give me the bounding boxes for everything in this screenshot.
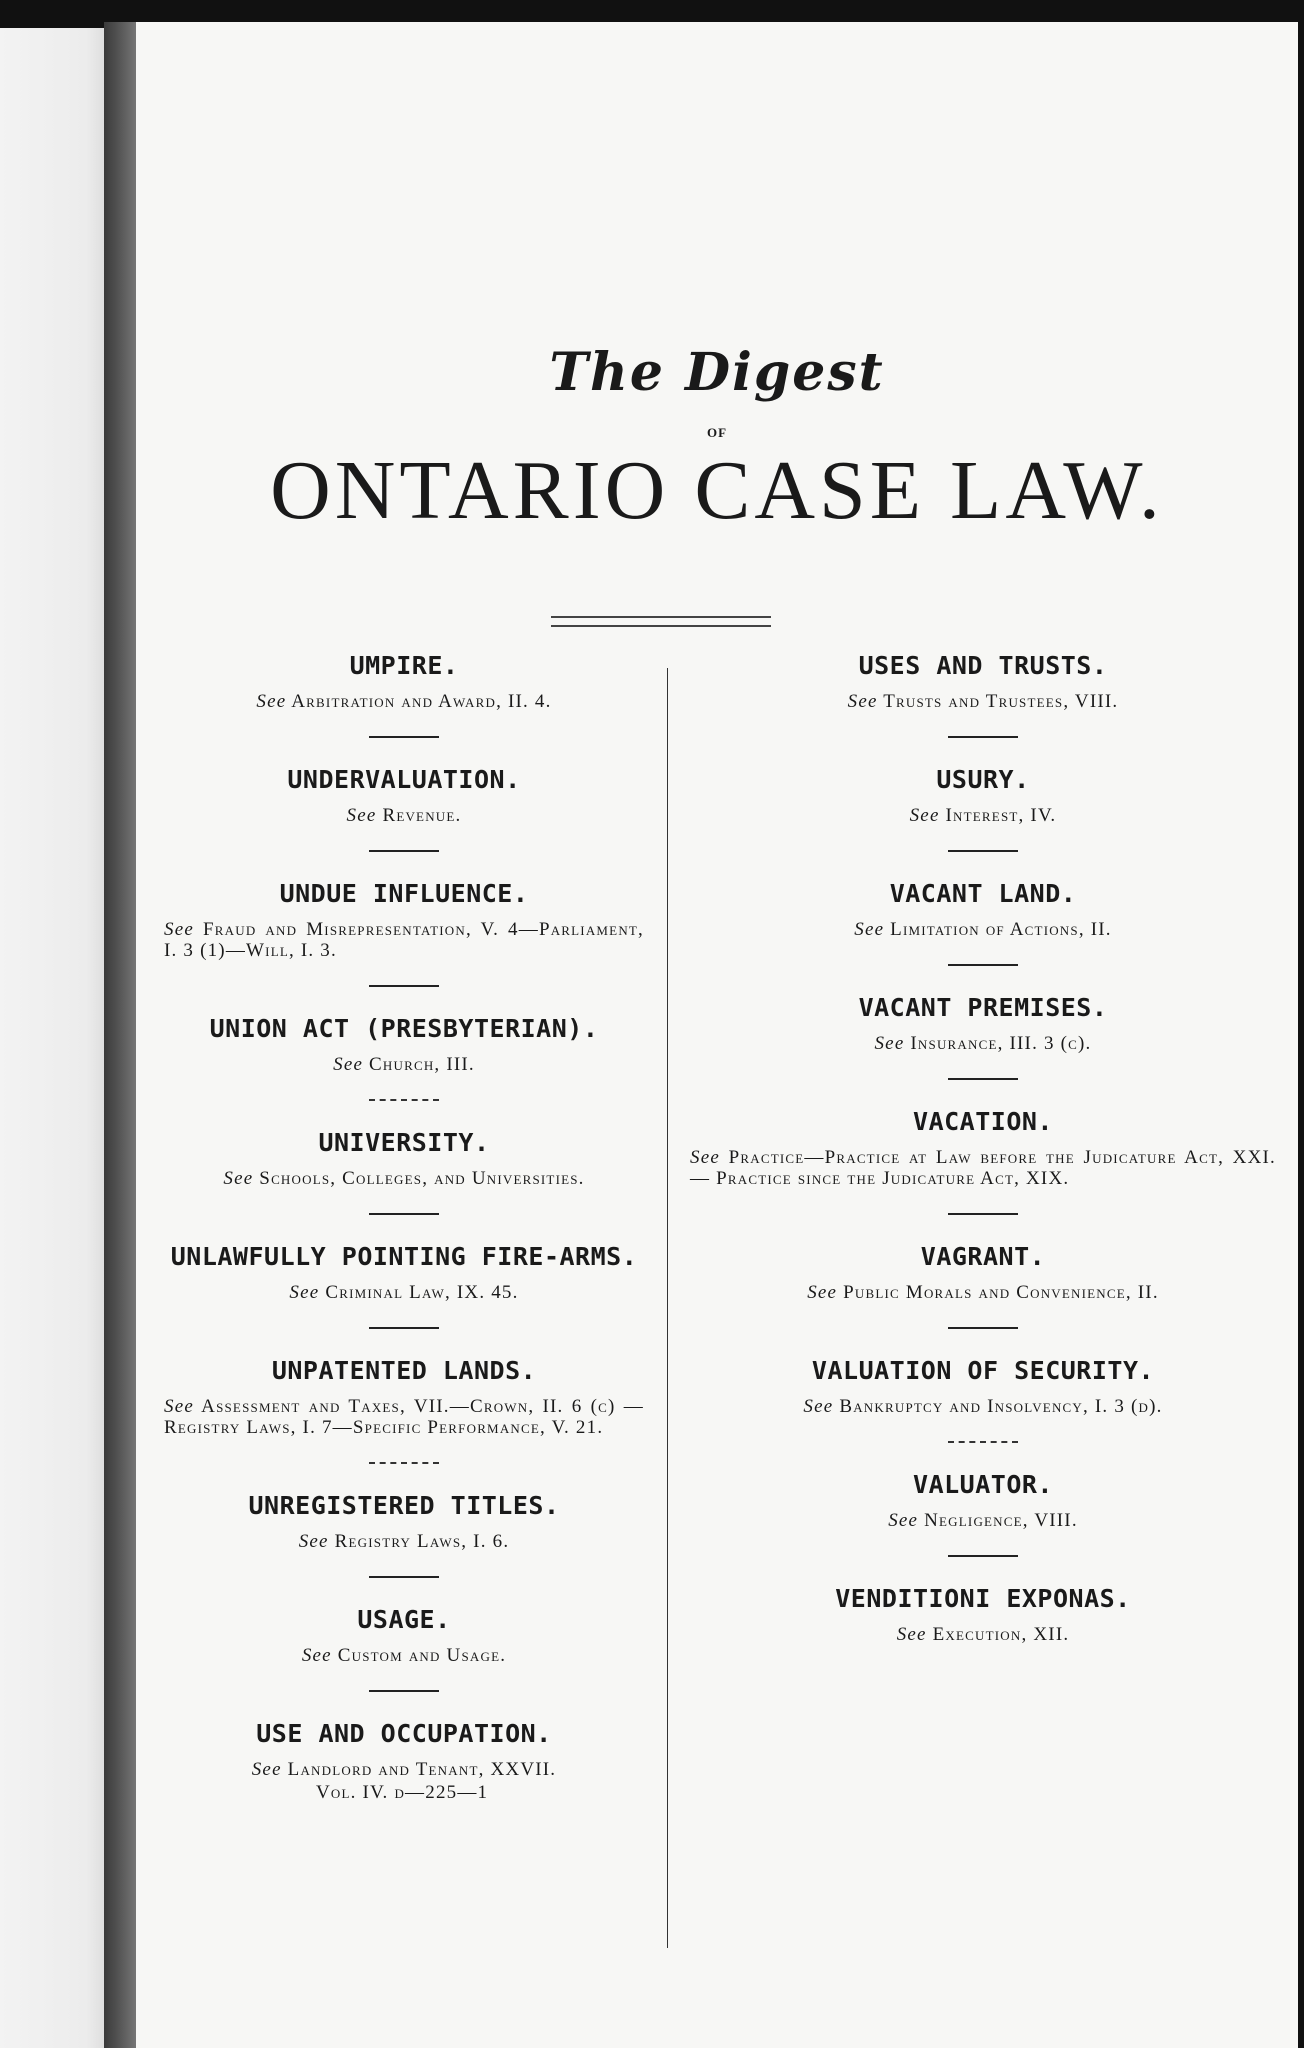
see-label: See bbox=[289, 1282, 320, 1303]
reference-text: Criminal Law, IX. 45. bbox=[325, 1282, 519, 1303]
entry-separator bbox=[948, 964, 1018, 966]
reference-text: Limitation of Actions, II. bbox=[890, 919, 1112, 940]
see-label: See bbox=[298, 1531, 329, 1552]
entry-separator bbox=[369, 1213, 439, 1215]
index-entry bbox=[676, 1106, 1290, 1189]
left-column bbox=[150, 650, 658, 1804]
entry-reference bbox=[690, 919, 1276, 940]
digest-heading: The Digest bbox=[549, 342, 885, 403]
entry-heading: UNION ACT (PRESBYTERIAN). bbox=[209, 1014, 599, 1043]
entry-separator bbox=[948, 1555, 1018, 1557]
entry-heading: VACATION. bbox=[913, 1107, 1053, 1136]
reference-text: Registry Laws, I. 6. bbox=[334, 1531, 510, 1552]
title-double-rule bbox=[551, 616, 771, 627]
entry-separator bbox=[369, 1327, 439, 1329]
entry-heading: UNIVERSITY. bbox=[318, 1128, 490, 1157]
entry-reference bbox=[690, 691, 1276, 712]
see-label: See bbox=[333, 1054, 364, 1075]
entry-separator bbox=[369, 1576, 439, 1578]
reference-text: Negligence, VIII. bbox=[924, 1510, 1078, 1531]
index-entry bbox=[150, 878, 658, 961]
see-label: See bbox=[164, 1396, 194, 1417]
of-label: OF bbox=[706, 425, 728, 440]
entry-heading: UNDUE INFLUENCE. bbox=[279, 879, 529, 908]
index-entry bbox=[150, 764, 658, 826]
entry-heading: UNDERVALUATION. bbox=[287, 765, 521, 794]
entry-reference bbox=[690, 1147, 1276, 1189]
index-entry bbox=[150, 1604, 658, 1666]
entry-reference bbox=[164, 919, 644, 961]
see-label: See bbox=[874, 1033, 905, 1054]
index-entry bbox=[676, 1469, 1290, 1531]
index-entry bbox=[676, 1241, 1290, 1303]
entry-heading: USES AND TRUSTS. bbox=[858, 651, 1108, 680]
reference-text: Fraud and Misrepresentation, V. 4—Parliament, I. 3 (1)—Will, I. 3. bbox=[164, 919, 645, 961]
index-entry bbox=[676, 650, 1290, 712]
reference-text: Revenue. bbox=[382, 805, 462, 826]
index-entry bbox=[150, 1127, 658, 1189]
entry-reference bbox=[164, 1645, 644, 1666]
entry-reference bbox=[164, 691, 644, 712]
index-entry bbox=[676, 1583, 1290, 1645]
folio-line: Vol. IV. d—225—1 bbox=[316, 1782, 489, 1803]
entry-separator bbox=[369, 1690, 439, 1692]
see-label: See bbox=[256, 691, 287, 712]
right-column bbox=[676, 650, 1290, 1645]
see-label: See bbox=[854, 919, 885, 940]
entry-heading: VACANT LAND. bbox=[889, 879, 1077, 908]
reference-text: Landlord and Tenant, XXVII. bbox=[287, 1759, 557, 1780]
entry-separator bbox=[369, 1462, 439, 1464]
entry-heading: UNLAWFULLY POINTING FIRE-ARMS. bbox=[170, 1242, 638, 1271]
entry-heading: USURY. bbox=[936, 765, 1030, 794]
entry-separator bbox=[948, 850, 1018, 852]
reference-text: Insurance, III. 3 (c). bbox=[910, 1033, 1092, 1054]
see-label: See bbox=[251, 1759, 282, 1780]
see-label: See bbox=[888, 1510, 919, 1531]
reference-text: Arbitration and Award, II. 4. bbox=[291, 691, 552, 712]
entry-heading: VENDITIONI EXPONAS. bbox=[835, 1584, 1131, 1613]
entry-heading: USE AND OCCUPATION. bbox=[256, 1719, 552, 1748]
index-entry bbox=[150, 1355, 658, 1438]
index-entry bbox=[150, 1490, 658, 1552]
reference-text: Schools, Colleges, and Universities. bbox=[259, 1168, 585, 1189]
see-label: See bbox=[803, 1396, 834, 1417]
entry-reference bbox=[690, 805, 1276, 826]
index-entry bbox=[150, 1718, 658, 1804]
entry-heading: UMPIRE. bbox=[349, 651, 459, 680]
entry-separator bbox=[369, 850, 439, 852]
see-label: See bbox=[909, 805, 940, 826]
column-divider bbox=[667, 668, 668, 1948]
entry-separator bbox=[948, 1078, 1018, 1080]
reference-text: Trusts and Trustees, VIII. bbox=[883, 691, 1119, 712]
entry-heading: VALUATOR. bbox=[913, 1470, 1053, 1499]
index-entry bbox=[676, 764, 1290, 826]
see-label: See bbox=[807, 1282, 838, 1303]
index-entry bbox=[150, 650, 658, 712]
entry-separator bbox=[369, 985, 439, 987]
reference-text: Interest, IV. bbox=[945, 805, 1057, 826]
see-label: See bbox=[223, 1168, 254, 1189]
index-entry bbox=[150, 1013, 658, 1075]
see-label: See bbox=[164, 919, 194, 940]
entry-reference bbox=[690, 1282, 1276, 1303]
facing-page-edge bbox=[0, 28, 108, 2048]
entry-reference bbox=[164, 1282, 644, 1303]
entry-separator bbox=[948, 1327, 1018, 1329]
index-entry bbox=[150, 1241, 658, 1303]
title-block bbox=[136, 342, 1298, 537]
index-entry bbox=[676, 878, 1290, 940]
reference-text: Public Morals and Convenience, II. bbox=[843, 1282, 1159, 1303]
reference-text: Church, III. bbox=[369, 1054, 475, 1075]
entry-reference bbox=[164, 1054, 644, 1075]
entry-heading: UNPATENTED LANDS. bbox=[271, 1356, 537, 1385]
entry-separator bbox=[369, 736, 439, 738]
reference-text: Custom and Usage. bbox=[337, 1645, 507, 1666]
index-entry bbox=[676, 1355, 1290, 1417]
reference-text: Bankruptcy and Insolvency, I. 3 (d). bbox=[839, 1396, 1163, 1417]
entry-heading: VALUATION OF SECURITY. bbox=[811, 1356, 1155, 1385]
see-label: See bbox=[690, 1147, 720, 1168]
entry-heading: VAGRANT. bbox=[920, 1242, 1046, 1271]
index-entry bbox=[676, 992, 1290, 1054]
entry-reference bbox=[164, 1396, 644, 1438]
entry-reference bbox=[164, 1759, 644, 1780]
see-label: See bbox=[301, 1645, 332, 1666]
entry-separator bbox=[948, 1441, 1018, 1443]
book-page bbox=[136, 22, 1298, 2048]
entry-reference bbox=[690, 1510, 1276, 1531]
entry-heading: UNREGISTERED TITLES. bbox=[248, 1491, 560, 1520]
entry-reference bbox=[690, 1624, 1276, 1645]
entry-reference bbox=[164, 1168, 644, 1189]
entry-reference bbox=[690, 1033, 1276, 1054]
entry-reference bbox=[164, 805, 644, 826]
entry-reference bbox=[164, 1531, 644, 1552]
see-label: See bbox=[847, 691, 878, 712]
entry-reference bbox=[690, 1396, 1276, 1417]
reference-text: Execution, XII. bbox=[932, 1624, 1070, 1645]
entry-heading: VACANT PREMISES. bbox=[858, 993, 1108, 1022]
see-label: See bbox=[346, 805, 377, 826]
reference-text: Practice—Practice at Law before the Judicature Act, XXI. — Practice since the Judicature Act, XIX. bbox=[690, 1147, 1276, 1189]
entry-separator bbox=[948, 736, 1018, 738]
see-label: See bbox=[896, 1624, 927, 1645]
reference-text: Assessment and Taxes, VII.—Crown, II. 6 (c) —Registry Laws, I. 7—Specific Performance, V. 21. bbox=[164, 1396, 645, 1438]
page-title: ONTARIO CASE LAW. bbox=[270, 444, 1164, 537]
entry-separator bbox=[369, 1099, 439, 1101]
entry-heading: USAGE. bbox=[357, 1605, 451, 1634]
book-spine bbox=[104, 22, 138, 2048]
entry-separator bbox=[948, 1213, 1018, 1215]
